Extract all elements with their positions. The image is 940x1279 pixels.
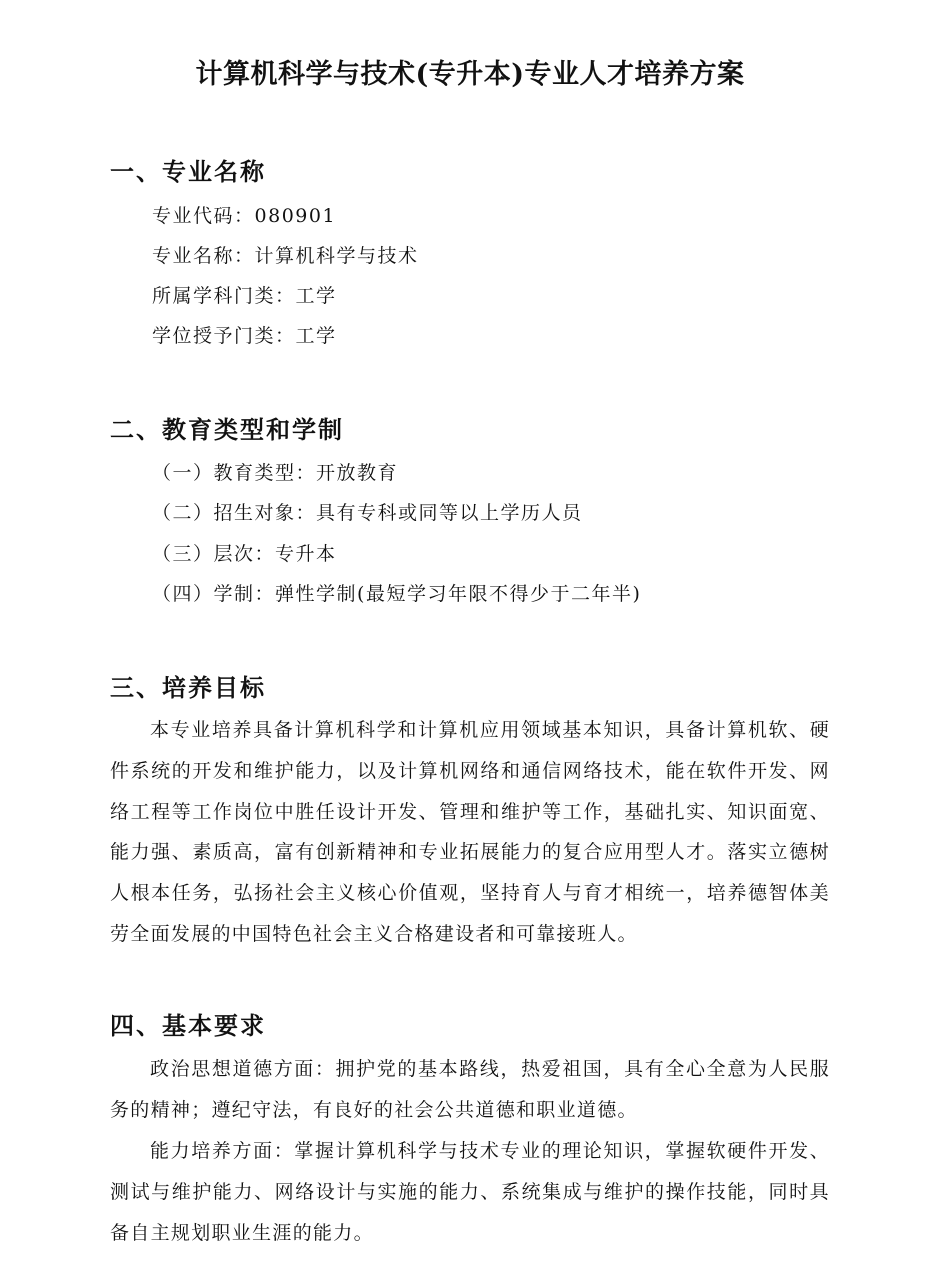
field-major-code [152,202,336,230]
section-heading-major-name: 一、专业名称 [110,157,266,186]
item-marker: （一） [152,462,214,484]
field-value: 计算机科学与技术 [254,245,419,267]
field-value: 工学 [295,325,337,347]
section-heading-education-type: 二、教育类型和学制 [110,415,344,444]
item-value: 开放教育 [316,462,399,484]
section-heading-training-objectives: 三、培养目标 [110,673,266,702]
field-discipline [152,282,337,310]
field-degree [152,322,337,350]
document-title: 计算机科学与技术(专升本)专业人才培养方案 [195,59,745,90]
item-enrollment-target [152,499,583,527]
field-label: 所属学科门类： [152,285,296,307]
field-label: 专业代码： [152,205,255,227]
item-value: 具有专科或同等以上学历人员 [316,502,583,524]
field-value: 工学 [295,285,337,307]
paragraph-ability-requirements: 能力培养方面：掌握计算机科学与技术专业的理论知识，掌握软硬件开发、测试与维护能力、网络设计与实施的能力、系统集成与维护的操作技能，同时具备自主规划职业生涯的能力。 [110,1140,830,1244]
paragraph-training-objectives: 本专业培养具备计算机科学和计算机应用领域基本知识，具备计算机软、硬件系统的开发和维护能力，以及计算机网络和通信网络技术，能在软件开发、网络工程等工作岗位中胜任设计开发、管理和维护等工作，基础扎实、知识面宽、能力强、素质高，富有创新精神和专业拓展能力的复合应用型人才。落实立德树人根本任务，弘扬社会主义核心价值观，坚持育人与育才相统一，培养德智体美劳全面发展的中国特色社会主义合格建设者和可靠接班人。 [110,719,830,945]
item-study-system [152,580,641,608]
item-label: 层次： [213,543,276,565]
paragraph-political-requirements: 政治思想道德方面：拥护党的基本路线，热爱祖国，具有全心全意为人民服务的精神；遵纪守法，有良好的社会公共道德和职业道德。 [110,1058,830,1121]
item-marker: （三） [152,543,214,565]
item-label: 教育类型： [213,462,317,484]
item-label: 招生对象： [213,502,317,524]
item-value: 弹性学制(最短学习年限不得少于二年半) [275,583,642,605]
item-value: 专升本 [275,543,337,565]
item-label: 学制： [213,583,276,605]
field-label: 专业名称： [152,245,255,267]
item-marker: （二） [152,502,214,524]
section-heading-basic-requirements: 四、基本要求 [110,1011,266,1040]
item-level [152,540,337,568]
item-marker: （四） [152,583,214,605]
item-education-type [152,459,398,487]
field-major-name [152,242,419,270]
field-label: 学位授予门类： [152,325,296,347]
field-value: 080901 [254,205,337,227]
